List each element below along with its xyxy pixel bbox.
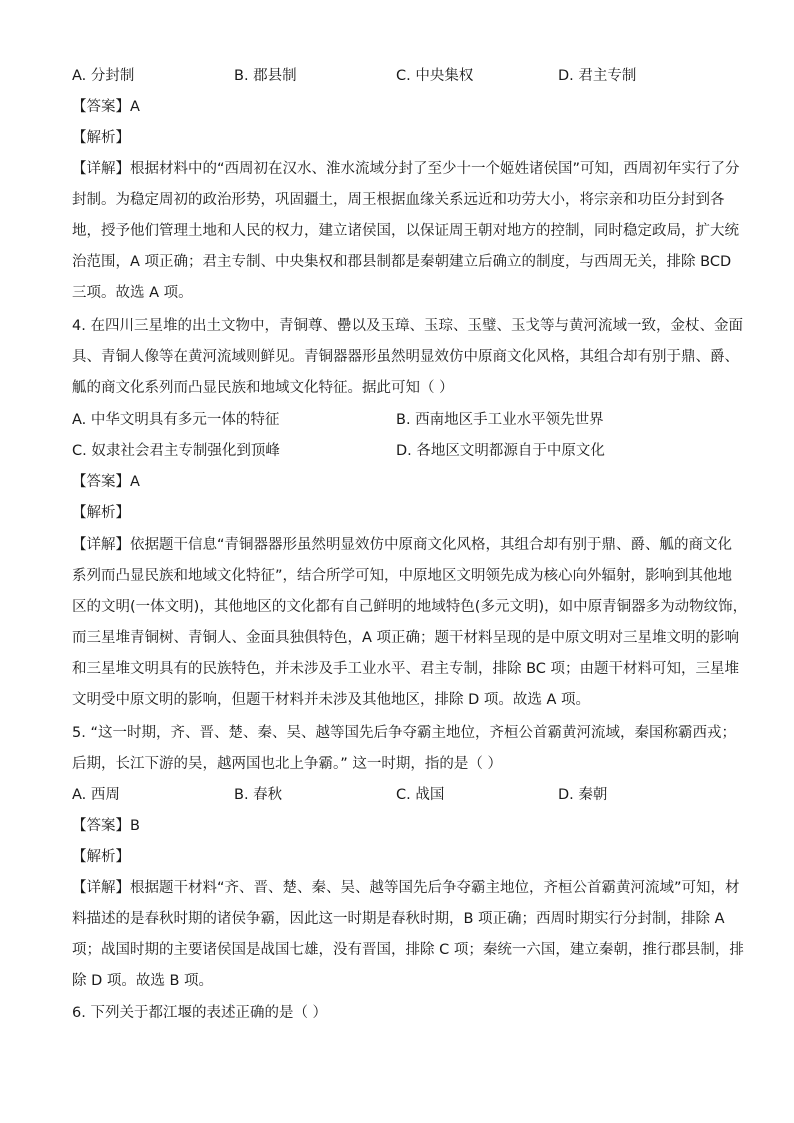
q4-analysis-label: 【解析】: [72, 505, 130, 521]
q4-option-a: A. 中华文明具有多元一体的特征: [72, 412, 280, 428]
q5-analysis-label: 【解析】: [72, 849, 130, 865]
q4-detail-line: 【详解】依据题干信息“青铜器器形虽然明显效仿中原商文化风格，其组合却有别于鼎、爵、觚的商文化: [72, 537, 733, 553]
q5-detail-line: 除 D 项。故选 B 项。: [72, 973, 214, 989]
q3-detail-line: 地，授予他们管理土地和人民的权力，建立诸侯国，以保证周王朝对地方的控制，同时稳定政局，扩大统: [72, 223, 739, 239]
q4-detail-line: 区的文明(一体文明)，其他地区的文化都有自己鲜明的地域特色(多元文明)，如中原青铜器多为动物纹饰，: [72, 599, 748, 615]
q3-detail-line: 【详解】根据材料中的“西周初在汉水、淮水流域分封了至少十一个姬姓诸侯国”可知，西周初年实行了分: [72, 161, 740, 177]
q4-detail-line: 和三星堆文明具有的民族特色，并未涉及手工业水平、君主专制，排除 BC 项；由题干材料可知，三星堆: [72, 661, 740, 677]
q5-option-d: D. 秦朝: [558, 787, 608, 803]
q5-detail-line: 【详解】根据题干材料“齐、晋、楚、秦、吴、越等国先后争夺霸主地位，齐桓公首霸黄河流域”可知，材: [72, 880, 740, 896]
q3-option-a: A. 分封制: [72, 68, 135, 84]
q5-option-b: B. 春秋: [234, 787, 283, 803]
q4-option-d: D. 各地区文明都源自于中原文化: [396, 443, 605, 459]
q4-stem-line: 觚的商文化系列而凸显民族和地域文化特征。据此可知（ ）: [72, 380, 454, 396]
q4-stem-line: 具、青铜人像等在黄河流域则鲜见。青铜器器形虽然明显效仿中原商文化风格，其组合却有别于鼎、爵、: [72, 349, 739, 365]
q3-option-b: B. 郡县制: [234, 68, 297, 84]
q5-detail-line: 料描述的是春秋时期的诸侯争霸，因此这一时期是春秋时期，B 项正确；西周时期实行分封制，排除 A: [72, 911, 725, 927]
q3-detail-line: 封制。为稳定周初的政治形势，巩固疆土，周王根据血缘关系远近和功劳大小，将宗亲和功臣分封到各: [72, 192, 725, 208]
q6-stem-line: 6. 下列关于都江堰的表述正确的是（ ）: [72, 1005, 328, 1021]
q5-option-c: C. 战国: [396, 787, 445, 803]
q4-detail-line: 系列而凸显民族和地域文化特征”，结合所学可知，中原地区文明领先成为核心向外辐射，影响到其他地: [72, 568, 733, 584]
q4-option-c: C. 奴隶社会君主专制强化到顶峰: [72, 443, 280, 459]
q3-option-c: C. 中央集权: [396, 68, 474, 84]
q4-option-b: B. 西南地区手工业水平领先世界: [396, 412, 604, 428]
q4-detail-line: 文明受中原文明的影响，但题干材料并未涉及其他地区，排除 D 项。故选 A 项。: [72, 692, 591, 708]
q4-answer: 【答案】A: [72, 474, 140, 490]
q3-detail-line: 治范围，A 项正确；君主专制、中央集权和郡县制都是秦朝建立后确立的制度，与西周无关，排除 BCD: [72, 254, 732, 270]
q5-option-a: A. 西周: [72, 787, 120, 803]
q3-answer: 【答案】A: [72, 99, 140, 115]
q3-detail-line: 三项。故选 A 项。: [72, 285, 193, 301]
q5-stem-line: 5. “这一时期，齐、晋、楚、秦、吴、越等国先后争夺霸主地位，齐桓公首霸黄河流域，秦国称霸西戎；: [72, 725, 736, 741]
q5-stem-line: 后期，长江下游的吴，越两国也北上争霸。” 这一时期，指的是（ ）: [72, 756, 502, 772]
q3-analysis-label: 【解析】: [72, 130, 130, 146]
q3-option-d: D. 君主专制: [558, 68, 637, 84]
q5-detail-line: 项；战国时期的主要诸侯国是战国七雄，没有晋国，排除 C 项；秦统一六国，建立秦朝，推行郡县制，排: [72, 942, 744, 958]
q4-stem-line: 4. 在四川三星堆的出土文物中，青铜尊、罍以及玉璋、玉琮、玉璧、玉戈等与黄河流域一致，金杖、金面: [72, 318, 743, 334]
q5-answer: 【答案】B: [72, 818, 140, 834]
q4-detail-line: 而三星堆青铜树、青铜人、金面具独俱特色，A 项正确；题干材料呈现的是中原文明对三星堆文明的影响: [72, 630, 740, 646]
